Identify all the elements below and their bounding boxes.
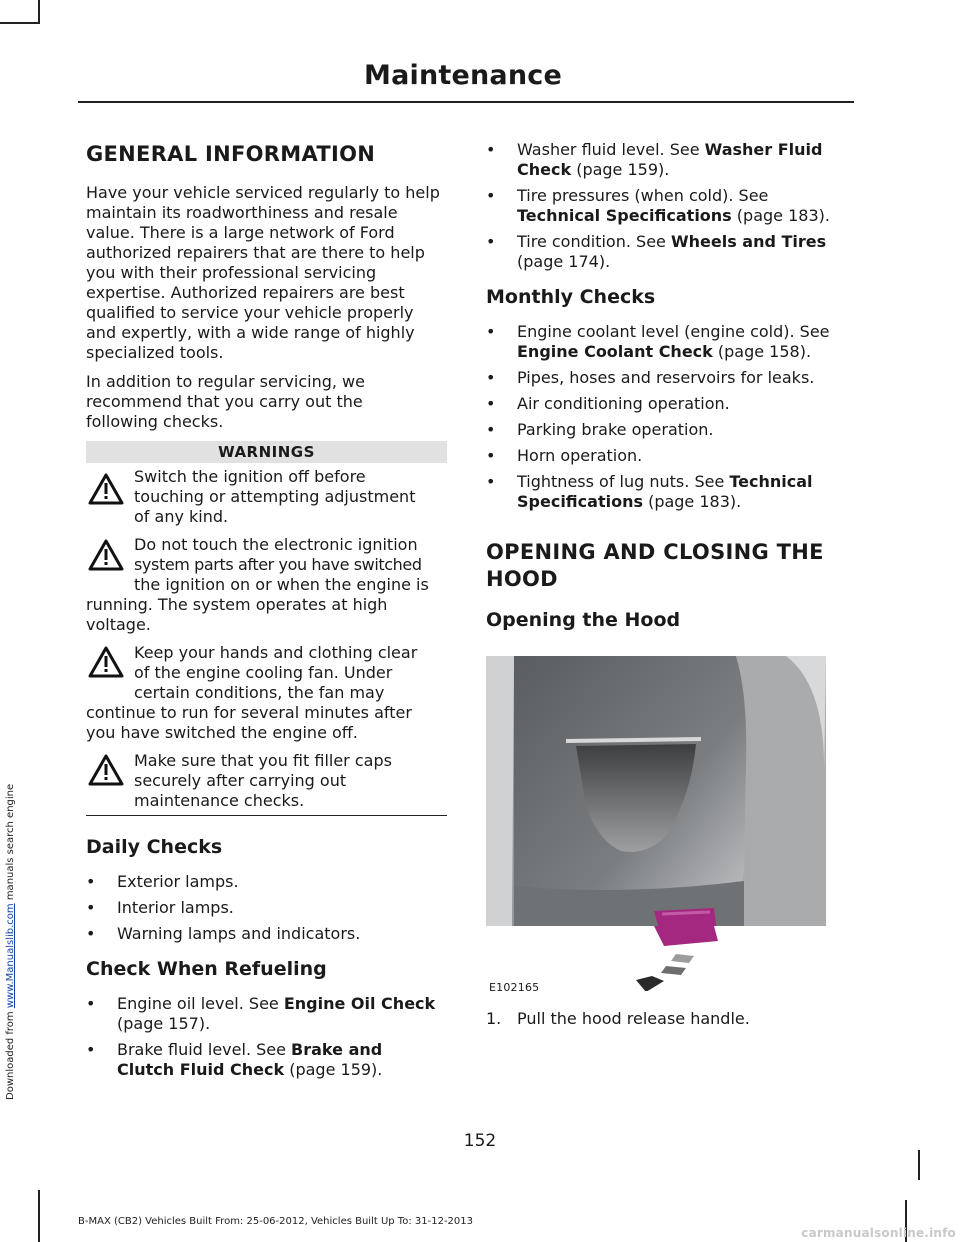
text-line: and expertly, with a wide range of highly bbox=[86, 323, 415, 342]
text-line: certain conditions, the fan may bbox=[134, 683, 385, 702]
bullet-icon: • bbox=[486, 472, 496, 491]
section-heading: GENERAL INFORMATION bbox=[86, 142, 376, 166]
checks-paragraph bbox=[86, 372, 448, 432]
bullet-icon: • bbox=[86, 1040, 96, 1059]
bullet-icon: • bbox=[486, 368, 496, 387]
opening-hood-heading: Opening the Hood bbox=[486, 609, 681, 631]
text-line: In addition to regular servicing, we bbox=[86, 372, 365, 391]
crop-mark bbox=[38, 0, 40, 24]
page-title: Maintenance bbox=[364, 60, 562, 91]
monthly-checks-heading: Monthly Checks bbox=[486, 286, 656, 308]
text-line: voltage. bbox=[86, 615, 151, 634]
site-watermark: carmanualsonline.info bbox=[801, 1226, 956, 1240]
bullet-icon: • bbox=[486, 140, 496, 159]
section-heading: HOOD bbox=[486, 567, 558, 591]
warnings-end-rule bbox=[86, 815, 447, 816]
bullet-icon: • bbox=[486, 232, 496, 251]
figure-code: E102165 bbox=[489, 981, 540, 994]
crop-mark bbox=[38, 1190, 40, 1242]
text-line: specialized tools. bbox=[86, 343, 224, 362]
warning-triangle-icon bbox=[88, 754, 124, 786]
bullet-icon: • bbox=[486, 420, 496, 439]
cross-reference[interactable]: Specifications bbox=[517, 492, 643, 511]
text-line: securely after carrying out bbox=[134, 771, 347, 790]
bullet-icon: • bbox=[86, 924, 96, 943]
warning-text-continued bbox=[86, 703, 448, 743]
download-watermark: Downloaded from www.Manualslib.com manuals search engine bbox=[5, 783, 16, 1100]
crop-mark bbox=[0, 22, 40, 24]
text-line: touching or attempting adjustment bbox=[134, 487, 416, 506]
daily-checks-heading: Daily Checks bbox=[86, 836, 223, 858]
refueling-heading: Check When Refueling bbox=[86, 958, 327, 980]
text-line: you with their professional servicing bbox=[86, 263, 377, 282]
cross-reference[interactable]: Clutch Fluid Check bbox=[117, 1060, 285, 1079]
cross-reference[interactable]: Check bbox=[517, 160, 572, 179]
text-line: continue to run for several minutes after bbox=[86, 703, 412, 722]
text-line: maintenance checks. bbox=[134, 791, 305, 810]
text-line: maintain its roadworthiness and resale bbox=[86, 203, 398, 222]
text-line: authorized repairers that are there to help bbox=[86, 243, 425, 262]
bullet-icon: • bbox=[486, 186, 496, 205]
header-rule bbox=[78, 101, 854, 103]
text-line: Switch the ignition off before bbox=[134, 467, 366, 486]
cross-reference[interactable]: Technical bbox=[729, 472, 813, 491]
cross-reference[interactable]: Engine Coolant Check bbox=[517, 342, 713, 361]
text-line: expertise. Authorized repairers are best bbox=[86, 283, 405, 302]
text-line: Have your vehicle serviced regularly to help bbox=[86, 183, 440, 202]
warning-text bbox=[134, 643, 448, 703]
warnings-bar: WARNINGS bbox=[86, 441, 447, 463]
text-line: of any kind. bbox=[134, 507, 229, 526]
text-line: following checks. bbox=[86, 412, 224, 431]
warning-text bbox=[134, 751, 448, 811]
text-line: recommend that you carry out the bbox=[86, 392, 363, 411]
text-line: of the engine cooling fan. Under bbox=[134, 663, 393, 682]
warning-text bbox=[134, 535, 448, 595]
text-line: Do not touch the electronic ignition bbox=[134, 535, 418, 554]
crop-mark bbox=[918, 1150, 920, 1180]
step-number: 1. bbox=[486, 1009, 502, 1028]
warning-text-continued bbox=[86, 595, 448, 635]
text-line: system parts after you have switched bbox=[134, 555, 422, 574]
warning-triangle-icon bbox=[88, 473, 124, 505]
warning-text bbox=[134, 467, 448, 527]
text-line: Keep your hands and clothing clear bbox=[134, 643, 418, 662]
bullet-icon: • bbox=[486, 322, 496, 341]
text-line: the ignition on or when the engine is bbox=[134, 575, 429, 594]
text-line: Make sure that you fit filler caps bbox=[134, 751, 392, 770]
bullet-icon: • bbox=[486, 394, 496, 413]
cross-reference[interactable]: Brake and bbox=[291, 1040, 383, 1059]
text-line: value. There is a large network of Ford bbox=[86, 223, 395, 242]
footer-text: B-MAX (CB2) Vehicles Built From: 25-06-2012, Vehicles Built Up To: 31-12-2013 bbox=[78, 1216, 473, 1227]
step-text: Pull the hood release handle. bbox=[517, 1009, 750, 1028]
bullet-icon: • bbox=[86, 994, 96, 1013]
bullet-icon: • bbox=[86, 872, 96, 891]
warning-triangle-icon bbox=[88, 539, 124, 571]
cross-reference[interactable]: Wheels and Tires bbox=[670, 232, 827, 251]
watermark-link[interactable]: www.Manualslib.com bbox=[5, 903, 16, 1009]
hood-release-illustration bbox=[486, 656, 826, 991]
warning-triangle-icon bbox=[88, 646, 124, 678]
intro-paragraph bbox=[86, 183, 448, 363]
cross-reference[interactable]: Technical Specifications bbox=[517, 206, 732, 225]
cross-reference[interactable]: Engine Oil Check bbox=[283, 994, 436, 1013]
bullet-icon: • bbox=[86, 898, 96, 917]
text-line: running. The system operates at high bbox=[86, 595, 388, 614]
page-number: 152 bbox=[463, 1131, 497, 1151]
bullet-icon: • bbox=[486, 446, 496, 465]
section-heading: OPENING AND CLOSING THE bbox=[486, 540, 824, 564]
cross-reference[interactable]: Washer Fluid bbox=[704, 140, 823, 159]
text-line: you have switched the engine off. bbox=[86, 723, 358, 742]
text-line: qualified to service your vehicle properly bbox=[86, 303, 414, 322]
